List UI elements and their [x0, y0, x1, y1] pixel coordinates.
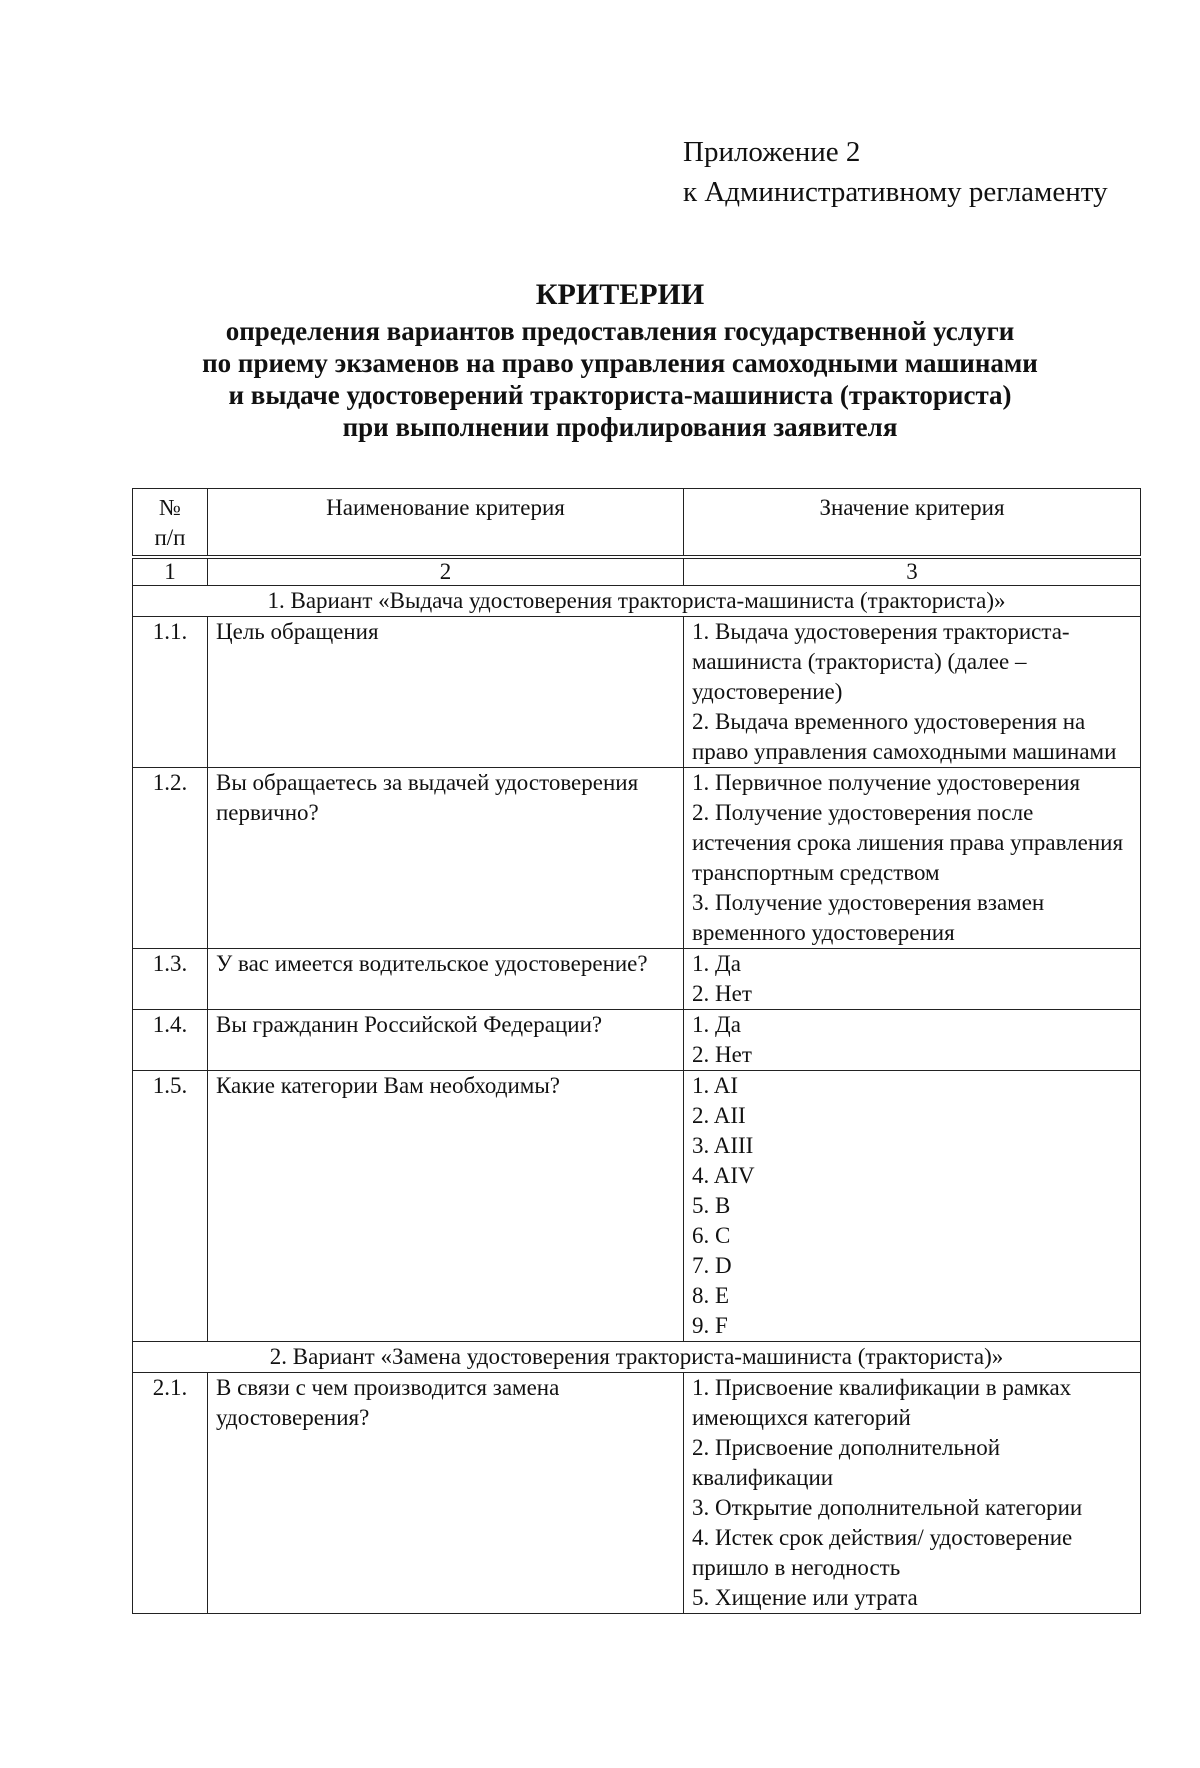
appendix-line-1: Приложение 2 — [683, 136, 861, 168]
title-line-3: и выдаче удостоверений тракториста-машиниста (тракториста) — [228, 380, 1012, 410]
criterion-values — [684, 1010, 1141, 1071]
criterion-value: 2. Выдача временного удостоверения на право управления самоходными машинами — [692, 709, 1117, 764]
column-number-1: 1 — [133, 557, 208, 586]
criterion-values — [684, 1373, 1141, 1614]
criterion-value: 1. Да — [692, 951, 741, 976]
criterion-name: Цель обращения — [208, 617, 684, 768]
column-numbers-row — [133, 557, 1141, 586]
header-num-line-2: п/п — [154, 525, 186, 550]
criterion-value: 4. Истек срок действия/ удостоверение пришло в негодность — [692, 1525, 1073, 1580]
criterion-value: 5. Хищение или утрата — [692, 1585, 918, 1610]
criterion-name: Вы обращаетесь за выдачей удостоверения первично? — [208, 768, 684, 949]
criteria-table — [132, 488, 1141, 1614]
criterion-values — [684, 949, 1141, 1010]
criterion-value: 8. E — [692, 1283, 730, 1308]
criterion-value: 2. Присвоение дополнительной квалификации — [692, 1435, 1001, 1490]
criterion-number: 1.5. — [133, 1071, 208, 1342]
variant-2-title: 2. Вариант «Замена удостоверения тракториста-машиниста (тракториста)» — [133, 1342, 1141, 1373]
criterion-value: 1. Да — [692, 1012, 741, 1037]
table-row — [133, 617, 1141, 768]
title-line-1: определения вариантов предоставления государственной услуги — [225, 316, 1015, 346]
criterion-value: 3. Открытие дополнительной категории — [692, 1495, 1083, 1520]
criterion-value: 3. Получение удостоверения взамен временного удостоверения — [692, 890, 1045, 945]
table-row — [133, 949, 1141, 1010]
criterion-name: Вы гражданин Российской Федерации? — [208, 1010, 684, 1071]
criterion-number: 2.1. — [133, 1373, 208, 1614]
variant-1-title-row — [133, 586, 1141, 617]
criterion-number: 1.4. — [133, 1010, 208, 1071]
criterion-value: 1. AI — [692, 1073, 738, 1098]
variant-1-title: 1. Вариант «Выдача удостоверения тракториста-машиниста (тракториста)» — [133, 586, 1141, 617]
criterion-value: 4. AIV — [692, 1163, 755, 1188]
criterion-number: 1.3. — [133, 949, 208, 1010]
column-number-2: 2 — [208, 557, 684, 586]
criterion-name: Какие категории Вам необходимы? — [208, 1071, 684, 1342]
criterion-values — [684, 617, 1141, 768]
table-row — [133, 1010, 1141, 1071]
criterion-values — [684, 1071, 1141, 1342]
criterion-value: 2. Получение удостоверения после истечения срока лишения права управления транспортным средством — [692, 800, 1124, 885]
header-name: Наименование критерия — [208, 489, 684, 558]
criterion-value: 7. D — [692, 1253, 732, 1278]
document-title — [120, 275, 1120, 443]
table-row — [133, 1373, 1141, 1614]
variant-1-rows — [133, 617, 1141, 1342]
criterion-value: 9. F — [692, 1313, 728, 1338]
criterion-value: 1. Выдача удостоверения тракториста-машиниста (тракториста) (далее – удостоверение) — [692, 619, 1070, 704]
criterion-value: 5. B — [692, 1193, 731, 1218]
criterion-name: В связи с чем производится замена удостоверения? — [208, 1373, 684, 1614]
column-number-3: 3 — [684, 557, 1141, 586]
table-header-row — [133, 489, 1141, 558]
criterion-value: 3. AIII — [692, 1133, 754, 1158]
title-line-4: при выполнении профилирования заявителя — [342, 412, 898, 442]
criterion-value: 1. Присвоение квалификации в рамках имеющихся категорий — [692, 1375, 1072, 1430]
header-num — [133, 489, 208, 558]
criterion-value: 1. Первичное получение удостоверения — [692, 770, 1081, 795]
criterion-values — [684, 768, 1141, 949]
criterion-value: 2. Нет — [692, 981, 752, 1006]
appendix-note — [683, 132, 1108, 212]
criterion-number: 1.1. — [133, 617, 208, 768]
variant-2-rows — [133, 1373, 1141, 1614]
appendix-line-2: к Административному регламенту — [683, 176, 1108, 208]
criterion-name: У вас имеется водительское удостоверение? — [208, 949, 684, 1010]
criterion-number: 1.2. — [133, 768, 208, 949]
criterion-value: 2. AII — [692, 1103, 746, 1128]
table-row — [133, 768, 1141, 949]
header-value: Значение критерия — [684, 489, 1141, 558]
header-num-line-1: № — [159, 495, 181, 520]
title-main: КРИТЕРИИ — [535, 278, 705, 311]
criterion-value: 2. Нет — [692, 1042, 752, 1067]
criterion-value: 6. C — [692, 1223, 731, 1248]
table-row — [133, 1071, 1141, 1342]
variant-2-title-row — [133, 1342, 1141, 1373]
title-line-2: по приему экзаменов на право управления самоходными машинами — [202, 348, 1038, 378]
